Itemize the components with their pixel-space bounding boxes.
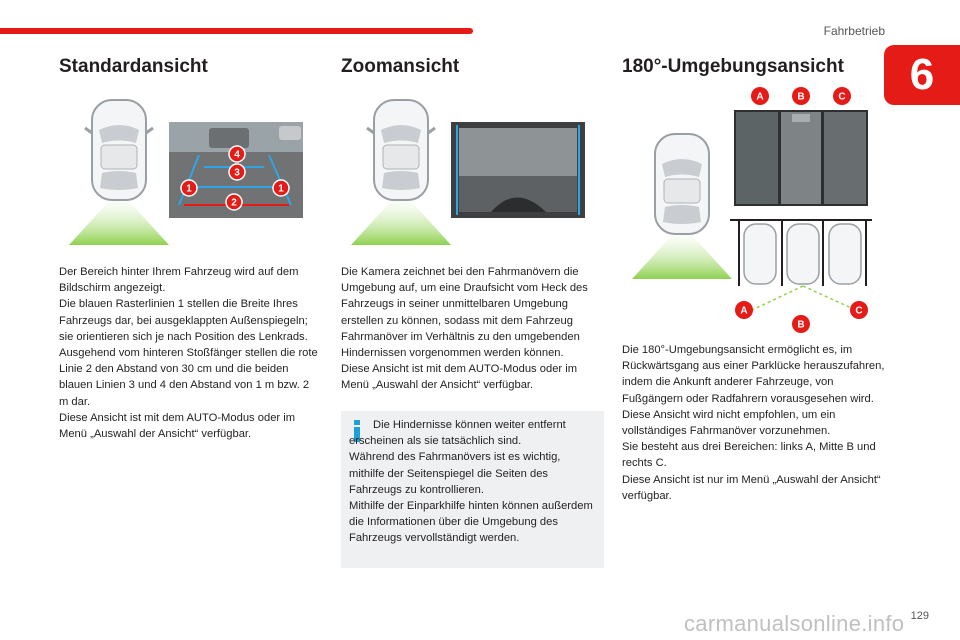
standard-view-illustration — [59, 95, 309, 250]
header-accent-bar — [0, 28, 473, 34]
marker-a-top-label: A — [756, 91, 764, 103]
marker-b-top-label: B — [797, 91, 805, 103]
marker-a-bottom-label: A — [740, 305, 748, 317]
marker-4-label: 4 — [234, 149, 240, 161]
car-top-view-icon — [655, 134, 709, 234]
parked-cars — [744, 224, 861, 284]
info-note-text: Die Hindernisse können weiter entfernt erscheinen als sie tatsächlich sind. Während des Fahrmanövers ist es wichtig, mithilfe der Seitenspiegel die Seiten des Fahrzeugs zu kontrollieren. Mithilfe der Einparkhilfe hinten können außerdem die Informationen über die Umgebung des Fahrzeugs vervollständigt werden. — [349, 419, 593, 545]
page-number: 129 — [910, 610, 929, 622]
heading-standard-view: Standardansicht — [59, 56, 208, 77]
parked-car-right — [829, 224, 861, 284]
parked-car-left — [744, 224, 776, 284]
marker-c-top-label: C — [838, 91, 846, 103]
surround-view-description: Die 180°-Umgebungsansicht ermöglicht es, im Rückwärtsgang aus einer Parklücke herauszufahren, indem die Ankunft anderer Fahrzeuge, von Fußgängern oder Radfahrern vorausgesehen wird. Diese Ansicht wird nicht empfohlen, um ein vollständiges Fahrmanöver vorzunehmen. Sie besteht aus drei Bereichen: links A, Mitte B und rechts C. Diese Ansicht ist nur im Menü „Auswahl der Ansicht“ verfügbar. — [622, 344, 885, 502]
chapter-badge: 6 — [884, 45, 960, 105]
column-zoom-view — [341, 56, 606, 78]
parked-car-middle — [787, 224, 819, 284]
zoom-view-description: Die Kamera zeichnet bei den Fahrmanövern die Umgebung auf, um eine Draufsicht vom Heck des Fahrzeugs in seiner unmittelbaren Umgebung erstellen zu können, sodass mit dem Fahrzeug Fahrmanöver im Verhältnis zu den umgebenden Hindernissen vorgenommen werden können. Diese Ansicht ist mit dem AUTO-Modus oder im Menü „Auswahl der Ansicht“ verfügbar. — [341, 266, 588, 392]
marker-1-right-label: 1 — [278, 183, 284, 195]
car-top-view-icon — [85, 100, 153, 200]
zoom-camera-screen — [451, 122, 585, 218]
standard-view-description: Der Bereich hinter Ihrem Fahrzeug wird auf dem Bildschirm angezeigt. Die blauen Rasterlinien 1 stellen die Breite Ihres Fahrzeugs dar, bei ausgeklappten Außenspiegeln; sie orientieren sich je nach Position des Lenkrads. Ausgehend vom hinteren Stoßfänger stellen die rote Linie 2 den Abstand von 30 cm und die beiden blauen Linien 3 und 4 den Abstand von 1 m bzw. 2 m dar. Diese Ansicht ist mit dem AUTO-Modus oder im Menü „Auswahl der Ansicht“ verfügbar. — [59, 266, 318, 441]
marker-1-left-label: 1 — [186, 183, 192, 195]
zoom-view-illustration — [341, 95, 591, 250]
info-note — [341, 411, 604, 568]
marker-2-label: 2 — [231, 197, 237, 209]
marker-c-bottom-label: C — [855, 305, 863, 317]
column-standard-view — [59, 56, 324, 78]
surround-view-illustration — [622, 86, 877, 334]
section-title: Fahrbetrieb — [823, 24, 885, 38]
column-180-view — [622, 56, 887, 78]
heading-zoom-view: Zoomansicht — [341, 56, 460, 77]
watermark: carmanualsonline.info — [684, 611, 905, 636]
heading-180-view: 180°-Umgebungsansicht — [622, 56, 844, 77]
marker-3-label: 3 — [234, 167, 240, 179]
car-top-view-icon — [367, 100, 435, 200]
view-angle-lines — [750, 286, 858, 311]
panoramic-camera-screen — [734, 110, 868, 206]
marker-b-bottom-label: B — [797, 319, 805, 331]
